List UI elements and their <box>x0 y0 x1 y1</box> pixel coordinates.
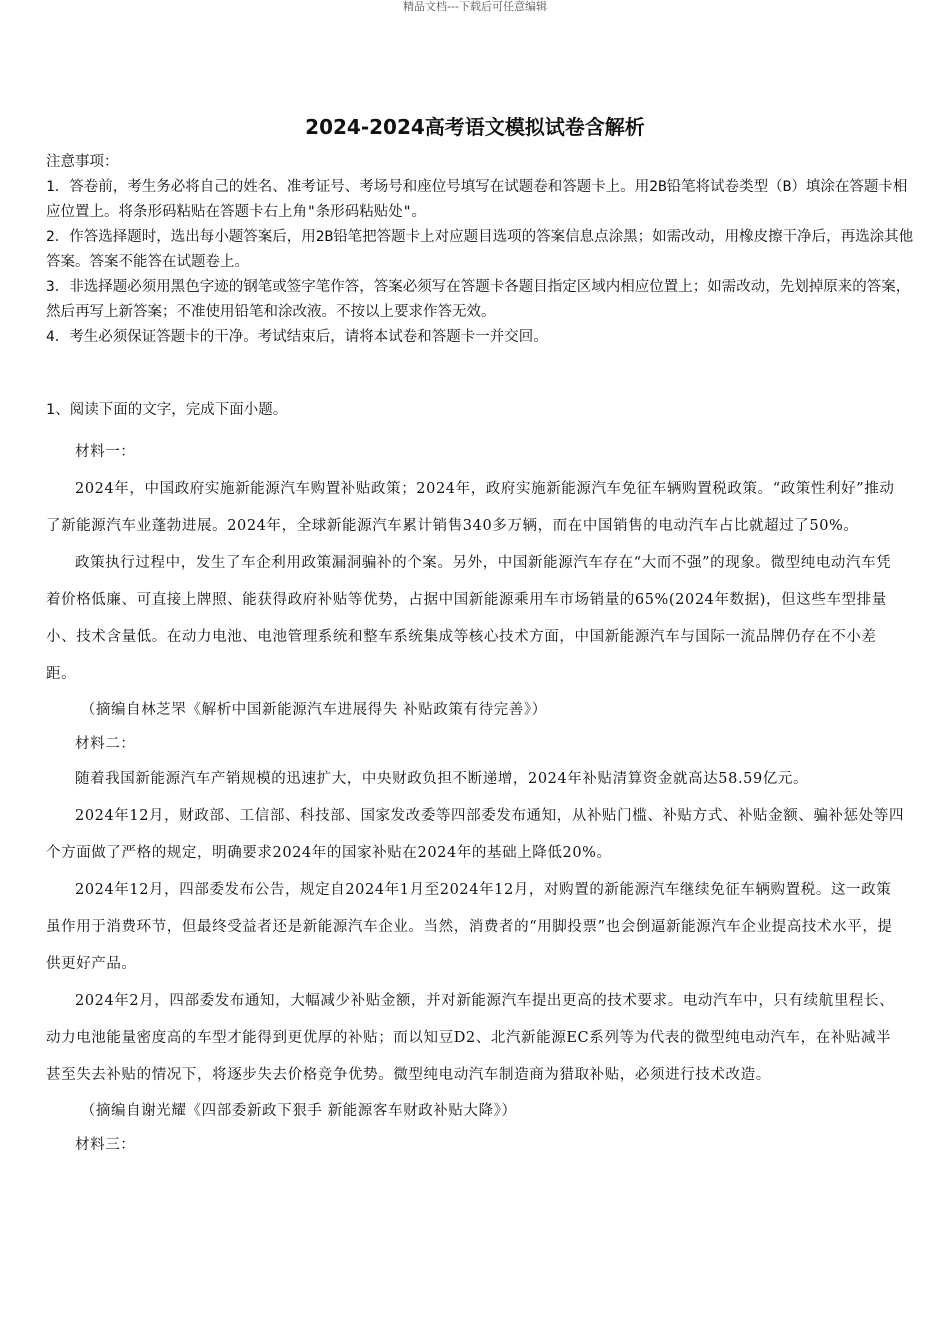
material-2-label: 材料二： <box>75 736 136 752</box>
material-1-label: 材料一： <box>75 444 136 460</box>
material-1-paragraph: 政策执行过程中，发生了车企利用政策漏洞骗补的个案。另外，中国新能源汽车存在“大而不强”的现象。微型纯电动汽车凭着价格低廉、可直接上牌照、能获得政府补贴等优势，占据中国新能源乘用车市场销量的65%(2024年数据)，但这些车型排量小、技术含量低。在动力电池、电池管理系统和整车系统集成等核心技术方面，中国新能源汽车与国际一流品牌仍存在不小差距。 <box>46 555 892 682</box>
material-1-source: （摘编自林芝罘《解析中国新能源汽车进展得失 补贴政策有待完善》） <box>80 702 547 718</box>
notice-heading: 注意事项： <box>46 154 119 170</box>
material-2-paragraph: 2024年12月，财政部、工信部、科技部、国家发改委等四部委发布通知，从补贴门槛、补贴方式、补贴金额、骗补惩处等四个方面做了严格的规定，明确要求2024年的国家补贴在2024年的基础上降低20%。 <box>46 808 905 861</box>
page-title: 2024-2024高考语文模拟试卷含解析 <box>305 115 645 139</box>
material-3-label: 材料三： <box>75 1137 136 1153</box>
notice-item: 4．考生必须保证答题卡的干净。考试结束后，请将本试卷和答题卡一并交回。 <box>46 329 548 345</box>
page-header: 精品文档---下载后可任意编辑 <box>403 0 547 13</box>
notice-item: 1．答卷前，考生务必将自己的姓名、准考证号、考场号和座位号填写在试题卷和答题卡上。用2B铅笔将试卷类型（B）填涂在答题卡相应位置上。将条形码粘贴在答题卡右上角"条形码粘贴处"。 <box>46 179 908 220</box>
notice-item: 3．非选择题必须用黑色字迹的钢笔或签字笔作答，答案必须写在答题卡各题目指定区域内相应位置上；如需改动，先划掉原来的答案，然后再写上新答案；不准使用铅笔和涂改液。不按以上要求作答无效。 <box>46 279 911 320</box>
material-2-source: （摘编自谢光耀《四部委新政下狠手 新能源客车财政补贴大降》） <box>80 1103 517 1119</box>
material-2-paragraph: 2024年12月，四部委发布公告，规定自2024年1月至2024年12月，对购置的新能源汽车继续免征车辆购置税。这一政策虽作用于消费环节，但最终受益者还是新能源汽车企业。当然，消费者的“用脚投票”也会倒逼新能源汽车企业提高技术水平，提供更好产品。 <box>46 882 893 972</box>
question-stem: 1、阅读下面的文字，完成下面小题。 <box>46 402 288 418</box>
notice-section <box>46 150 914 350</box>
material-2-paragraph: 随着我国新能源汽车产销规模的迅速扩大，中央财政负担不断递增，2024年补贴清算资金就高达58.59亿元。 <box>75 771 809 787</box>
material-1-paragraph: 2024年，中国政府实施新能源汽车购置补贴政策；2024年，政府实施新能源汽车免征车辆购置税政策。“政策性利好”推动了新能源汽车业蓬勃进展。2024年，全球新能源汽车累计销售340多万辆，而在中国销售的电动汽车占比就超过了50%。 <box>46 481 895 534</box>
material-2-paragraph: 2024年2月，四部委发布通知，大幅减少补贴金额，并对新能源汽车提出更高的技术要求。电动汽车中，只有续航里程长、动力电池能量密度高的车型才能得到更优厚的补贴；而以知豆D2、北汽新能源EC系列等为代表的微型纯电动汽车，在补贴减半甚至失去补贴的情况下，将逐步失去价格竞争优势。微型纯电动汽车制造商为猎取补贴，必须进行技术改造。 <box>46 993 895 1083</box>
notice-item: 2．作答选择题时，选出每小题答案后，用2B铅笔把答题卡上对应题目选项的答案信息点涂黑；如需改动，用橡皮擦干净后，再选涂其他答案。答案不能答在试题卷上。 <box>46 229 914 270</box>
reading-materials <box>46 434 906 1162</box>
